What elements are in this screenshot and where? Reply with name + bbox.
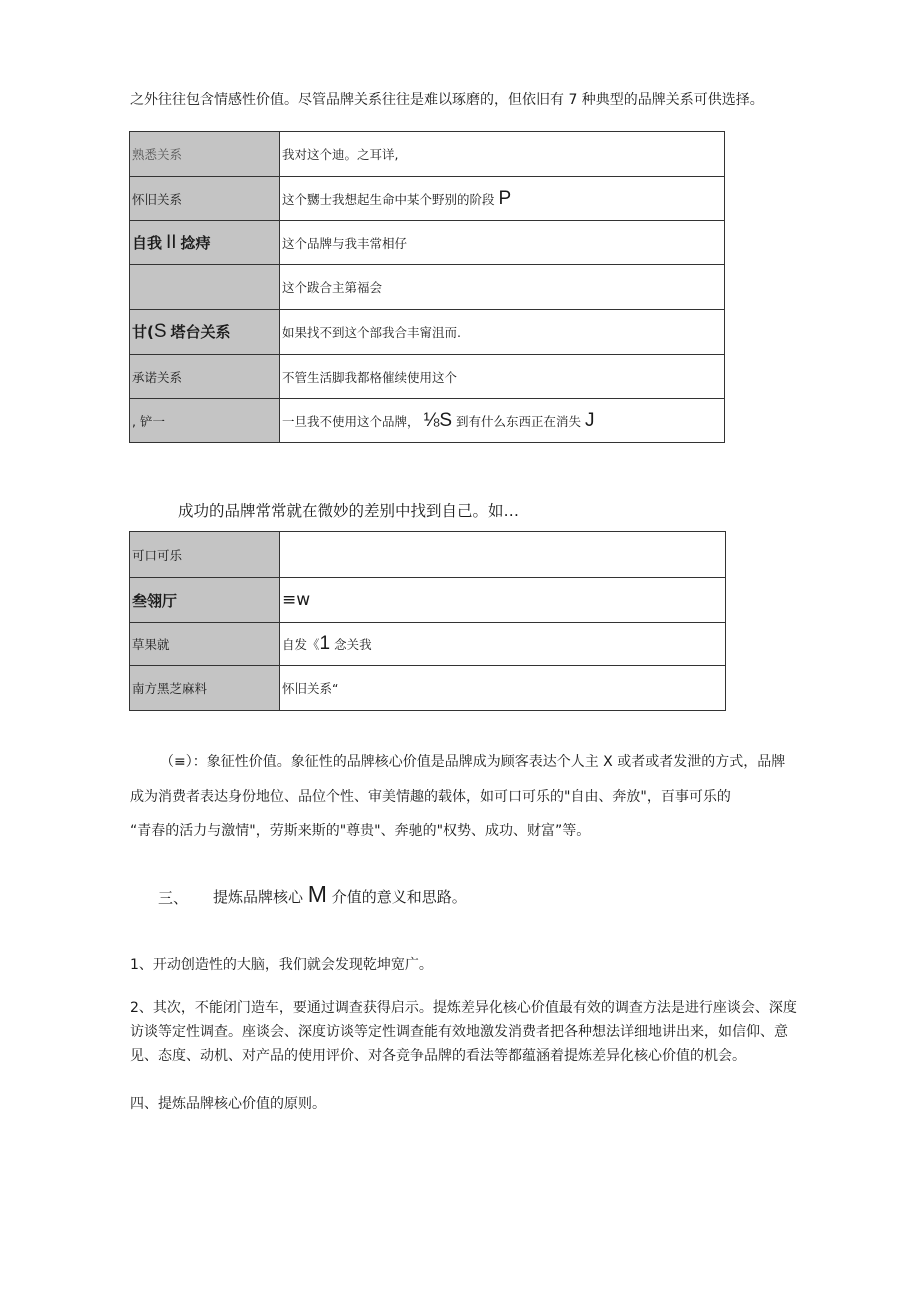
section-3-heading <box>213 881 467 908</box>
row-text-tail: 念关我 <box>334 637 372 652</box>
brand-relationship-table <box>129 131 725 443</box>
table-row <box>130 399 725 443</box>
row-text-tail: P <box>498 187 512 209</box>
section-3-text-a: 提炼品牌核心 <box>213 888 304 906</box>
row-text: 这个品牌与我丰常相仔 <box>282 235 408 251</box>
section-3-text-b: 介值的意义和思路。 <box>331 888 467 906</box>
row-label: 承诺关系 <box>132 369 183 385</box>
table-row <box>130 532 726 578</box>
symbolic-line-2: 成为消费者表达身份地位、品位个性、审美情趣的载体，如可口可乐的"自由、奔放"，百事可乐的 <box>130 789 731 805</box>
table-row <box>130 177 725 221</box>
point-2-line-1: 2、其次，不能闭门造车，要通过调查获得启示。提炼差异化核心价值最有效的调查方法是进行座谈会、深度 <box>130 1000 797 1016</box>
brand-example-table <box>129 531 726 711</box>
table-row <box>130 578 726 623</box>
row-text: 怀旧关系“ <box>282 681 339 696</box>
table-row <box>130 666 726 711</box>
row-label: 熟悉关系 <box>132 147 183 162</box>
row-label: 自我 <box>132 233 163 252</box>
row-text-tail: J <box>585 409 595 431</box>
row-label-suffix: 捻痔 <box>180 233 211 252</box>
symbolic-line-1: （≡）：象征性价值。象征性的品牌核心价值是品牌成为顾客表达个人主 X 或者或者发泄的方式，品牌 <box>160 754 786 770</box>
table-row <box>130 265 725 310</box>
row-text-middle: 到有什么东西正在消失 <box>456 413 582 429</box>
row-text: 这个跋合主第福会 <box>282 280 383 295</box>
table-row <box>130 221 725 265</box>
row-label: 怀旧关系 <box>132 191 183 207</box>
section-3-number: 三、 <box>158 889 189 907</box>
row-text: 我对这个迪。之耳详, <box>282 147 399 162</box>
point-2-line-3: 见、态度、动机、对产品的使用评价、对各竞争品牌的看法等都蕴涵着提炼差异化核心价值的机会。 <box>130 1048 746 1064</box>
row-label: 草果就 <box>132 637 170 652</box>
table-row <box>130 355 725 399</box>
row-label-glyph: II <box>166 231 177 253</box>
intro-paragraph: 之外往往包含情感性价值。尽管品牌关系往往是难以琢磨的，但依旧有 7 种典型的品牌关系可供选择。 <box>130 92 764 108</box>
table-row <box>130 310 725 355</box>
point-1: 1、开动创造性的大脑，我们就会发现乾坤宽广。 <box>130 957 433 973</box>
point-2-line-2: 访谈等定性调查。座谈会、深度访谈等定性调查能有效地激发消费者把各种想法详细地讲出来，如信仰、意 <box>130 1024 788 1040</box>
row-label: 叁翎厅 <box>132 591 178 610</box>
row-text-glyph: 1 <box>319 633 331 654</box>
symbolic-line-3: “青春的活力与激情"，劳斯来斯的"尊贵"、奔驰的"权势、成功、财富”等。 <box>130 823 591 839</box>
row-label: 南方黑芝麻料 <box>132 681 208 696</box>
row-label-suffix: 塔台关系 <box>170 323 231 341</box>
section-3-glyph: M <box>307 881 327 907</box>
row-text: 这个嬲士我想起生命中某个野别的阶段 <box>282 191 495 207</box>
table-row <box>130 132 725 177</box>
row-text: 自发《 <box>282 637 320 652</box>
row-text: ≡w <box>282 590 311 610</box>
row-label: 可口可乐 <box>132 547 183 563</box>
row-text: 如果找不到这个部我合丰甯沮而. <box>282 325 461 340</box>
row-label: , 铲一 <box>132 413 165 429</box>
row-label: 甘( <box>132 323 154 341</box>
row-label-glyph: S <box>153 321 167 342</box>
table-row <box>130 623 726 666</box>
success-heading: 成功的品牌常常就在微妙的差别中找到自己。如… <box>178 502 520 520</box>
section-4-heading: 四、提炼品牌核心价值的原则。 <box>130 1096 326 1112</box>
row-text-glyph: ⅛S <box>423 409 453 431</box>
row-text: 一旦我不使用这个品牌， <box>282 413 420 429</box>
row-text: 不管生活脚我都格催续使用这个 <box>282 369 458 385</box>
